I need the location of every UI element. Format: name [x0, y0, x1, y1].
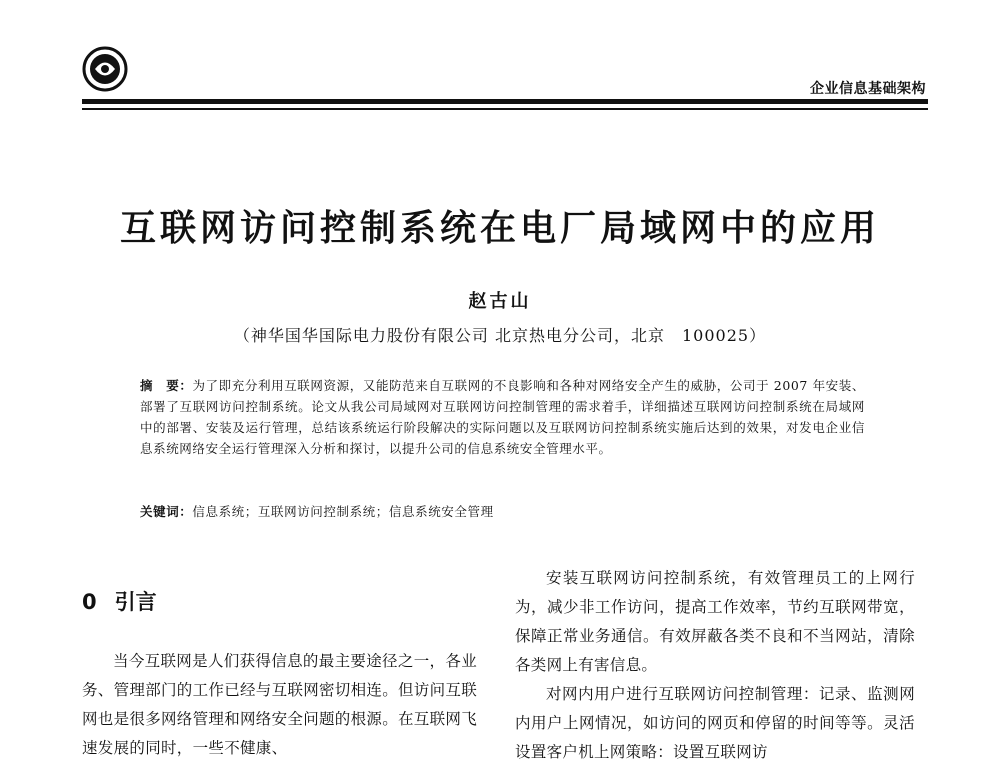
- section-number: 0: [82, 590, 97, 614]
- section-title: 引言: [114, 590, 157, 614]
- keywords: [140, 502, 865, 520]
- body-paragraph: 安装互联网访问控制系统，有效管理员工的上网行为，减少非工作访问，提高工作效率，节约互联网带宽，保障正常业务通信。有效屏蔽各类不良和不当网站，清除各类网上有害信息。: [515, 569, 915, 674]
- body-paragraph: 当今互联网是人们获得信息的最主要途径之一，各业务、管理部门的工作已经与互联网密切相连。但访问互联网也是很多网络管理和网络安全问题的根源。在互联网飞速发展的同时，一些不健康、: [82, 652, 478, 757]
- paper-title: 互联网访问控制系统在电厂局域网中的应用: [119, 208, 880, 249]
- abstract-text: 为了即充分利用互联网资源，又能防范来自互联网的不良影响和各种对网络安全产生的威胁，公司于 2007 年安装、部署了互联网访问控制系统。论文从我公司局域网对互联网访问控制管理的需求着手，详细描述互联网访问控制系统在局域网中的部署、安装及运行管理，总结该系统运行阶段解决的实际问题以及互联网访问控制系统实施后达到的效果，对发电企业信息系统网络安全运行管理深入分析和探讨，以提升公司的信息系统安全管理水平。: [140, 378, 865, 456]
- abstract-label: 摘 要：: [140, 378, 193, 393]
- abstract: [140, 375, 865, 459]
- header-rule-thick: [82, 99, 928, 104]
- section-heading: [82, 586, 157, 616]
- left-column: [82, 647, 477, 763]
- body-paragraph: 对网内用户进行互联网访问控制管理：记录、监测网内用户上网情况，如访问的网页和停留的时间等等。灵活设置客户机上网策略：设置互联网访: [515, 685, 915, 761]
- affiliation: （神华国华国际电力股份有限公司 北京热电分公司，北京 100025）: [233, 326, 767, 345]
- right-column: [515, 564, 915, 767]
- author: 赵古山: [468, 291, 532, 312]
- header-rule-thin: [82, 108, 928, 110]
- keywords-text: 信息系统；互联网访问控制系统；信息系统安全管理: [192, 504, 494, 519]
- running-header: 企业信息基础架构: [810, 81, 926, 97]
- journal-logo-icon: [82, 46, 128, 92]
- keywords-label: 关键词：: [140, 504, 193, 519]
